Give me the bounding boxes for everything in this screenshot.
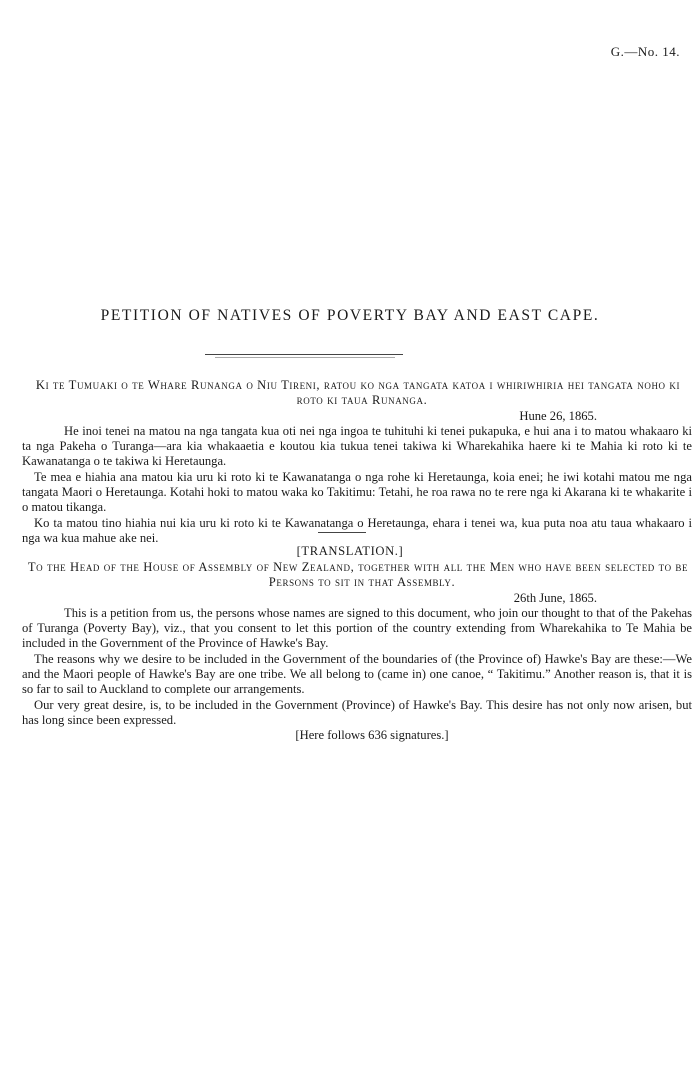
maori-date: Hune 26, 1865.: [519, 408, 597, 423]
translation-label: [TRANSLATION.]: [296, 544, 404, 558]
maori-heading: Ki te Tumuaki o te Whare Runanga o Niu Tireni, ratou ko nga tangata katoa i whiriwhiria hei tangata noho ki roto ki taua Runanga.: [35, 378, 681, 408]
page-title: PETITION OF NATIVES OF POVERTY BAY AND EAST CAPE.: [100, 307, 600, 324]
title-divider-shadow: [215, 357, 395, 358]
maori-paragraph-2: Te mea e hiahia ana matou kia uru ki roto ki te Kawanatanga o nga rohe ki Heretaunga, koia enei; he iwi kotahi matou me nga tangata Maori o Heretaunga. Kotahi hoki to matou waka ko Takitimu: Tetahi, he roa rawa no te rere nga ki Akarana ki te whakarite i o matou tikanga.: [22, 469, 692, 515]
maori-paragraph-3: Ko ta matou tino hiahia nui kia uru ki roto ki te Kawanatanga o Heretaunga, ehara i tenei wa, kua puta noa atu taua whakaaro i nga wa kua mahue ake nei.: [22, 515, 692, 545]
page-reference: G.—No. 14.: [610, 44, 680, 59]
maori-petition: [22, 378, 692, 546]
section-divider: [318, 532, 366, 533]
title-divider: [205, 354, 403, 355]
signatures-note: [Here follows 636 signatures.]: [295, 728, 449, 743]
english-date: 26th June, 1865.: [513, 590, 597, 605]
english-heading: To the Head of the House of Assembly of New Zealand, together with all the Men who have been selected to be Persons to sit in that Assembly.: [27, 560, 689, 590]
english-paragraph-3: Our very great desire, is, to be included in the Government (Province) of Hawke's Bay. This desire has not only now arisen, but has long since been expressed.: [22, 697, 692, 727]
maori-paragraph-1: He inoi tenei na matou na nga tangata kua oti nei nga ingoa te tuhituhi ki tenei pukapuka, e hui ana i to matou whakaaro ki ta nga Pakeha o Turanga—ara kia whakaaetia e koutou kia tukua tenei takiwa ki Wharekahika haere ki te Mahia ki roto ki te Kawanatanga o te takiwa ki Heretaunga.: [22, 423, 692, 469]
english-petition: [22, 560, 692, 744]
english-paragraph-1: This is a petition from us, the persons whose names are signed to this document, who join our thought to that of the Pakehas of Turanga (Poverty Bay), viz., that you consent to let this portion of the country extending from Wharekahika to Te Mahia be included in the Government of the Province of Hawke's Bay.: [22, 605, 692, 651]
english-paragraph-2: The reasons why we desire to be included in the Government of the boundaries of (the Province of) Hawke's Bay are these:—We and the Maori people of Hawke's Bay are one tribe. We all belong to (came in) one canoe, “ Takitimu.” Another reason is, that it is so far to sail to Auckland to complete our arrangements.: [22, 651, 692, 697]
